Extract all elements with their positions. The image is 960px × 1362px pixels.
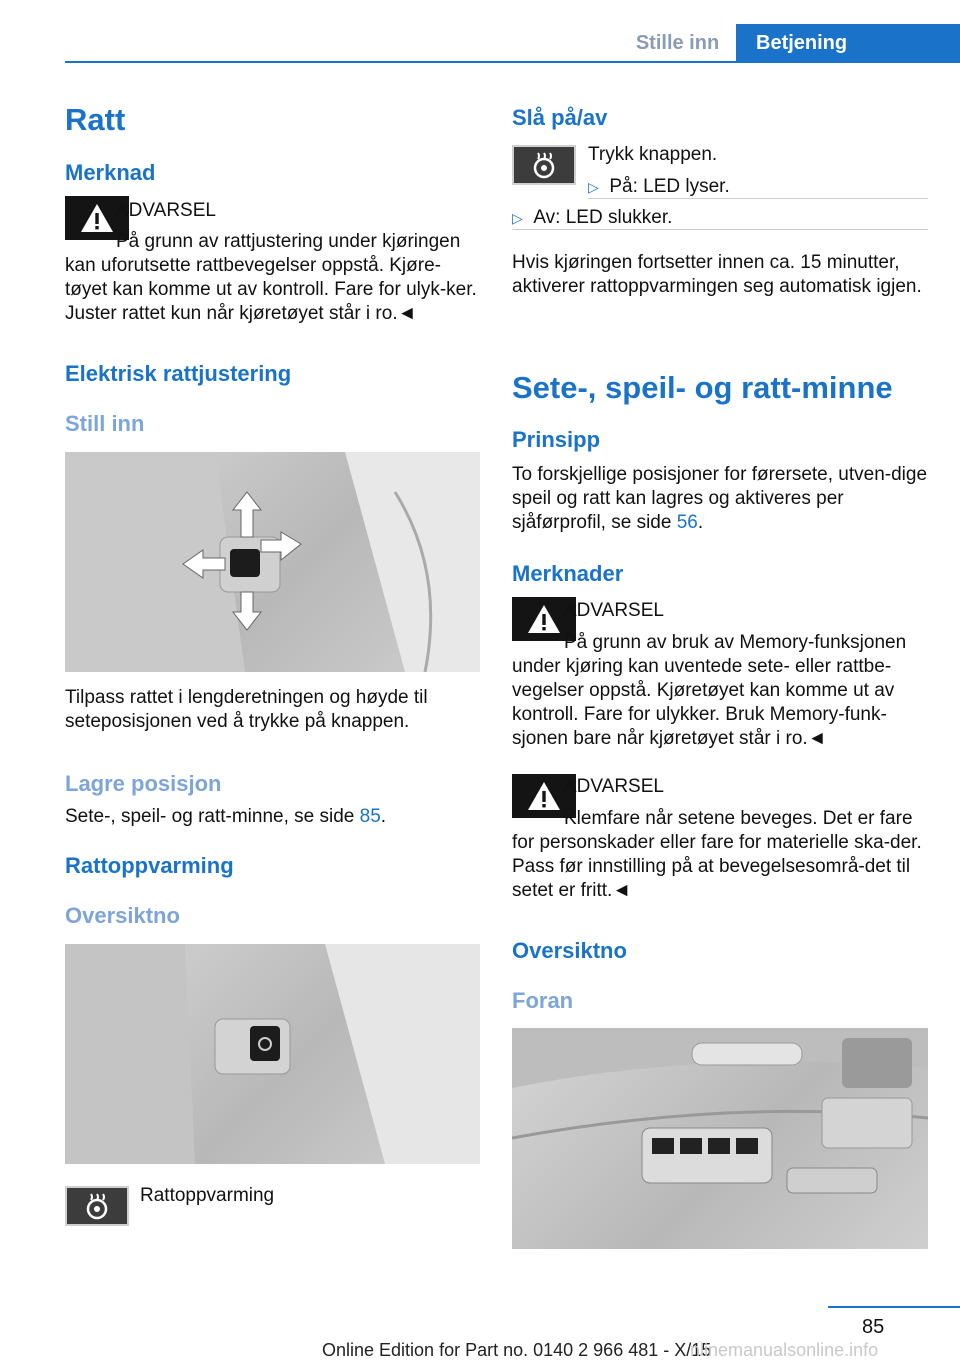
heating-button-photo bbox=[65, 944, 480, 1164]
warning-text: kan uforutsette rattbevegelser oppstå. Kjøre-tøyet kan komme ut av kontroll. Fare for ulyk-ker. Juster rattet kun når kjøretøyet står i ro.◄ bbox=[65, 255, 477, 324]
door-panel-photo bbox=[512, 1028, 928, 1249]
lagre-text-main: Sete-, speil- og ratt-minne, se side bbox=[65, 806, 360, 827]
footer-rule bbox=[828, 1306, 960, 1308]
auto-text: Hvis kjøringen fortsetter innen ca. 15 minutter, aktiverer rattoppvarmingen seg automatisk igjen. bbox=[512, 252, 922, 297]
bullet-off-text: Av: LED slukker. bbox=[533, 207, 673, 228]
triangle-icon: ▷ bbox=[512, 210, 523, 226]
heading-oversiktno-left: Oversiktno bbox=[65, 903, 180, 928]
bullet-on bbox=[588, 175, 730, 199]
page-title: Ratt bbox=[65, 102, 126, 137]
heading-sla: Slå på/av bbox=[512, 105, 608, 130]
page-link-56[interactable]: 56 bbox=[676, 512, 698, 533]
warning-text-first: På grunn av bruk av Memory-funksjonen bbox=[564, 632, 907, 653]
prinsipp-text-main: To forskjellige posisjoner for førersete, utven-dige speil og ratt kan lagres og aktiveres per sjåførprofil, se side bbox=[512, 464, 928, 533]
warning-text: for personskader eller fare for materielle ska-der. Pass før innstilling på at bevegelsesområ-det til setet er fritt.◄ bbox=[512, 832, 922, 901]
divider bbox=[512, 229, 928, 230]
prinsipp-text bbox=[512, 463, 930, 535]
prinsipp-text-end: . bbox=[697, 512, 704, 533]
triangle-icon: ▷ bbox=[588, 179, 599, 195]
steering-adjust-photo bbox=[65, 452, 480, 672]
adjust-instructions: Tilpass rattet i lengderetningen og høyde til seteposisjonen ved å trykke på knappen. bbox=[65, 687, 428, 732]
heading-lagre: Lagre posisjon bbox=[65, 771, 222, 796]
page-number: 85 bbox=[862, 1316, 885, 1338]
heading-merknader: Merknader bbox=[512, 561, 624, 586]
lagre-text bbox=[65, 805, 386, 829]
heating-icon-caption: Rattoppvarming bbox=[140, 1185, 275, 1206]
lagre-text-end: . bbox=[380, 806, 387, 827]
warning-label: ADVARSEL bbox=[116, 200, 216, 221]
warning-text-first: Klemfare når setene beveges. Det er fare bbox=[564, 808, 913, 829]
warning-text: under kjøring kan uventede sete- eller rattbe-vegelser oppstå. Kjøretøyet kan komme ut av kontroll. Fare for ulykker. Bruk Memory-funk-sjonen bare når kjøretøyet står i ro.◄ bbox=[512, 656, 895, 749]
warning-label: ADVARSEL bbox=[564, 776, 664, 797]
bullet-on-text: På: LED lyser. bbox=[609, 176, 730, 197]
heading-foran: Foran bbox=[512, 988, 574, 1013]
press-instruction: Trykk knappen. bbox=[588, 144, 718, 165]
header-rule bbox=[65, 61, 960, 63]
bullet-off bbox=[512, 206, 672, 230]
page-link-85[interactable]: 85 bbox=[359, 806, 381, 827]
heading-rattoppvarming: Rattoppvarming bbox=[65, 853, 234, 878]
warning-label: ADVARSEL bbox=[564, 600, 664, 621]
watermark: nlinemanualsonline.info bbox=[690, 1340, 879, 1360]
divider bbox=[588, 198, 928, 199]
heading-oversiktno-right: Oversiktno bbox=[512, 938, 627, 963]
heating-button-icon bbox=[512, 145, 576, 185]
heading-prinsipp: Prinsipp bbox=[512, 427, 601, 452]
heading-elektrisk: Elektrisk rattjustering bbox=[65, 361, 292, 386]
heading-merknad: Merknad bbox=[65, 160, 156, 185]
heading-minne: Sete-, speil- og ratt-minne bbox=[512, 370, 893, 405]
heating-icon bbox=[65, 1186, 129, 1226]
edition-text: Online Edition for Part no. 0140 2 966 481 - X/15 bbox=[322, 1340, 712, 1360]
warning-text-first: På grunn av rattjustering under kjøringen bbox=[116, 231, 461, 252]
tab-stille-inn[interactable]: Stille inn bbox=[635, 32, 720, 54]
tab-betjening[interactable]: Betjening bbox=[736, 24, 960, 62]
heading-still-inn: Still inn bbox=[65, 411, 145, 436]
